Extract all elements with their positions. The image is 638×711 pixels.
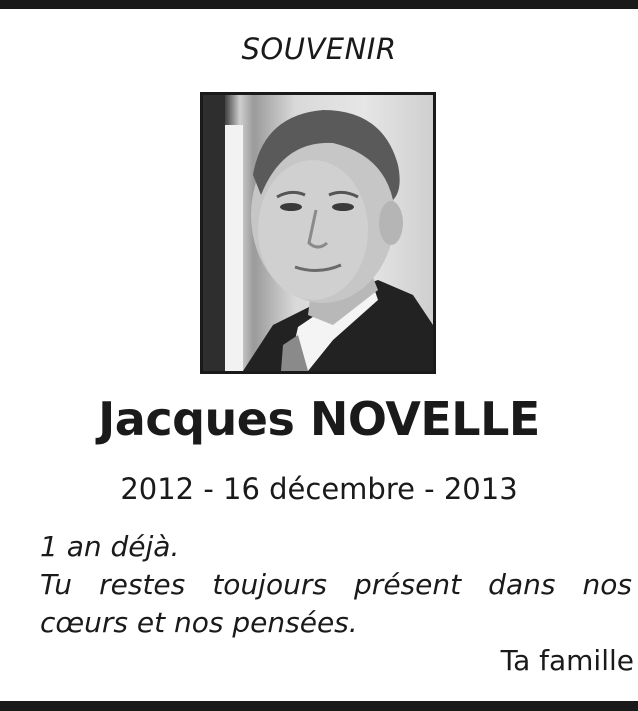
message-line-2 <box>40 566 632 604</box>
bottom-border <box>0 701 638 711</box>
message-word: toujours <box>212 568 327 601</box>
message-word: Tu <box>40 568 73 601</box>
message-word: dans <box>488 568 556 601</box>
message-word: restes <box>99 568 186 601</box>
signature: Ta famille <box>500 644 634 677</box>
message-line-1: 1 an déjà. <box>40 530 180 563</box>
memorial-dates: 2012 - 16 décembre - 2013 <box>120 472 518 506</box>
portrait-illustration <box>203 95 433 371</box>
deceased-name: Jacques NOVELLE <box>98 392 540 446</box>
top-border <box>0 0 638 9</box>
message-word: présent <box>354 568 462 601</box>
souvenir-heading: SOUVENIR <box>241 32 397 66</box>
message-line-3: cœurs et nos pensées. <box>40 606 358 639</box>
message-word: nos <box>582 568 632 601</box>
portrait-photo <box>200 92 436 374</box>
memorial-message <box>40 528 632 642</box>
